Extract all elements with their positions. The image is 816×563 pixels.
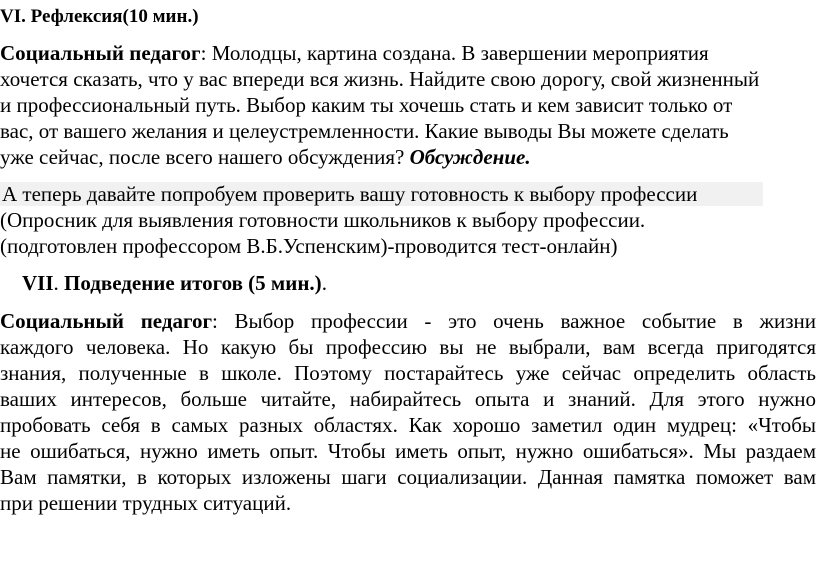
para1-text-1: : Молодцы, картина создана. В завершении мероприятия <box>200 41 709 65</box>
section-7-number: VII <box>22 271 54 295</box>
para1-line-4: вас, от вашего желания и целеустремленности. Какие выводы Вы можете сделать <box>0 119 729 143</box>
para2-line-2: (Опросник для выявления готовности школьников к выбору профессии. <box>0 208 646 232</box>
section-6-heading: VI. Рефлексия(10 мин.) <box>0 6 199 27</box>
para3-line-5: пробовать себя в самых разных областях. Как хорошо заметил один мудрец: «Чтобы <box>0 413 816 437</box>
section-7-title: Подведение итогов (5 мин.) <box>64 271 322 295</box>
para1-line-2: хочется сказать, что у вас впереди вся жизнь. Найдите свою дорогу, свой жизненный <box>0 67 760 91</box>
para3-line-2: каждого человека. Но какую бы профессию вы не выбрали, вам всегда пригодятся <box>0 335 816 359</box>
para3-text-1: : Выбор профессии - это очень важное событие в жизни <box>212 309 816 333</box>
para1-line-1 <box>0 40 709 66</box>
section-7-heading <box>22 270 327 296</box>
para1-speaker: Социальный педагог <box>0 41 201 65</box>
para1-line-5 <box>0 144 531 170</box>
para3-speaker: Социальный педагог <box>0 309 213 333</box>
para1-line-3: и профессиональный путь. Выбор каким ты хочешь стать и кем зависит только от <box>0 93 733 117</box>
para2-line-3: (подготовлен профессором В.Б.Успенским)-проводится тест-онлайн) <box>0 234 618 258</box>
para3-line-7: Вам памятки, в которых изложены шаги социализации. Данная памятка поможет вам <box>0 465 816 489</box>
para3-line-1 <box>0 308 816 334</box>
para2-line-1: А теперь давайте попробуем проверить вашу готовность к выбору профессии <box>2 182 698 206</box>
para3-line-3: знания, полученные в школе. Поэтому постарайтесь уже сейчас определить область <box>0 361 816 385</box>
para3-line-6: не ошибаться, нужно иметь опыт. Чтобы иметь опыт, нужно ошибаться». Мы раздаем <box>0 439 816 463</box>
para3-line-8: при решении трудных ситуаций. <box>0 491 292 515</box>
para1-emphasis: Обсуждение. <box>409 145 531 169</box>
para1-text-5: уже сейчас, после всего нашего обсуждения? <box>0 145 410 169</box>
section-7-separator: . <box>53 271 65 295</box>
section-7-end: . <box>321 271 327 295</box>
para3-line-4: ваших интересов, больше читайте, набирайтесь опыта и знаний. Для этого нужно <box>0 387 816 411</box>
